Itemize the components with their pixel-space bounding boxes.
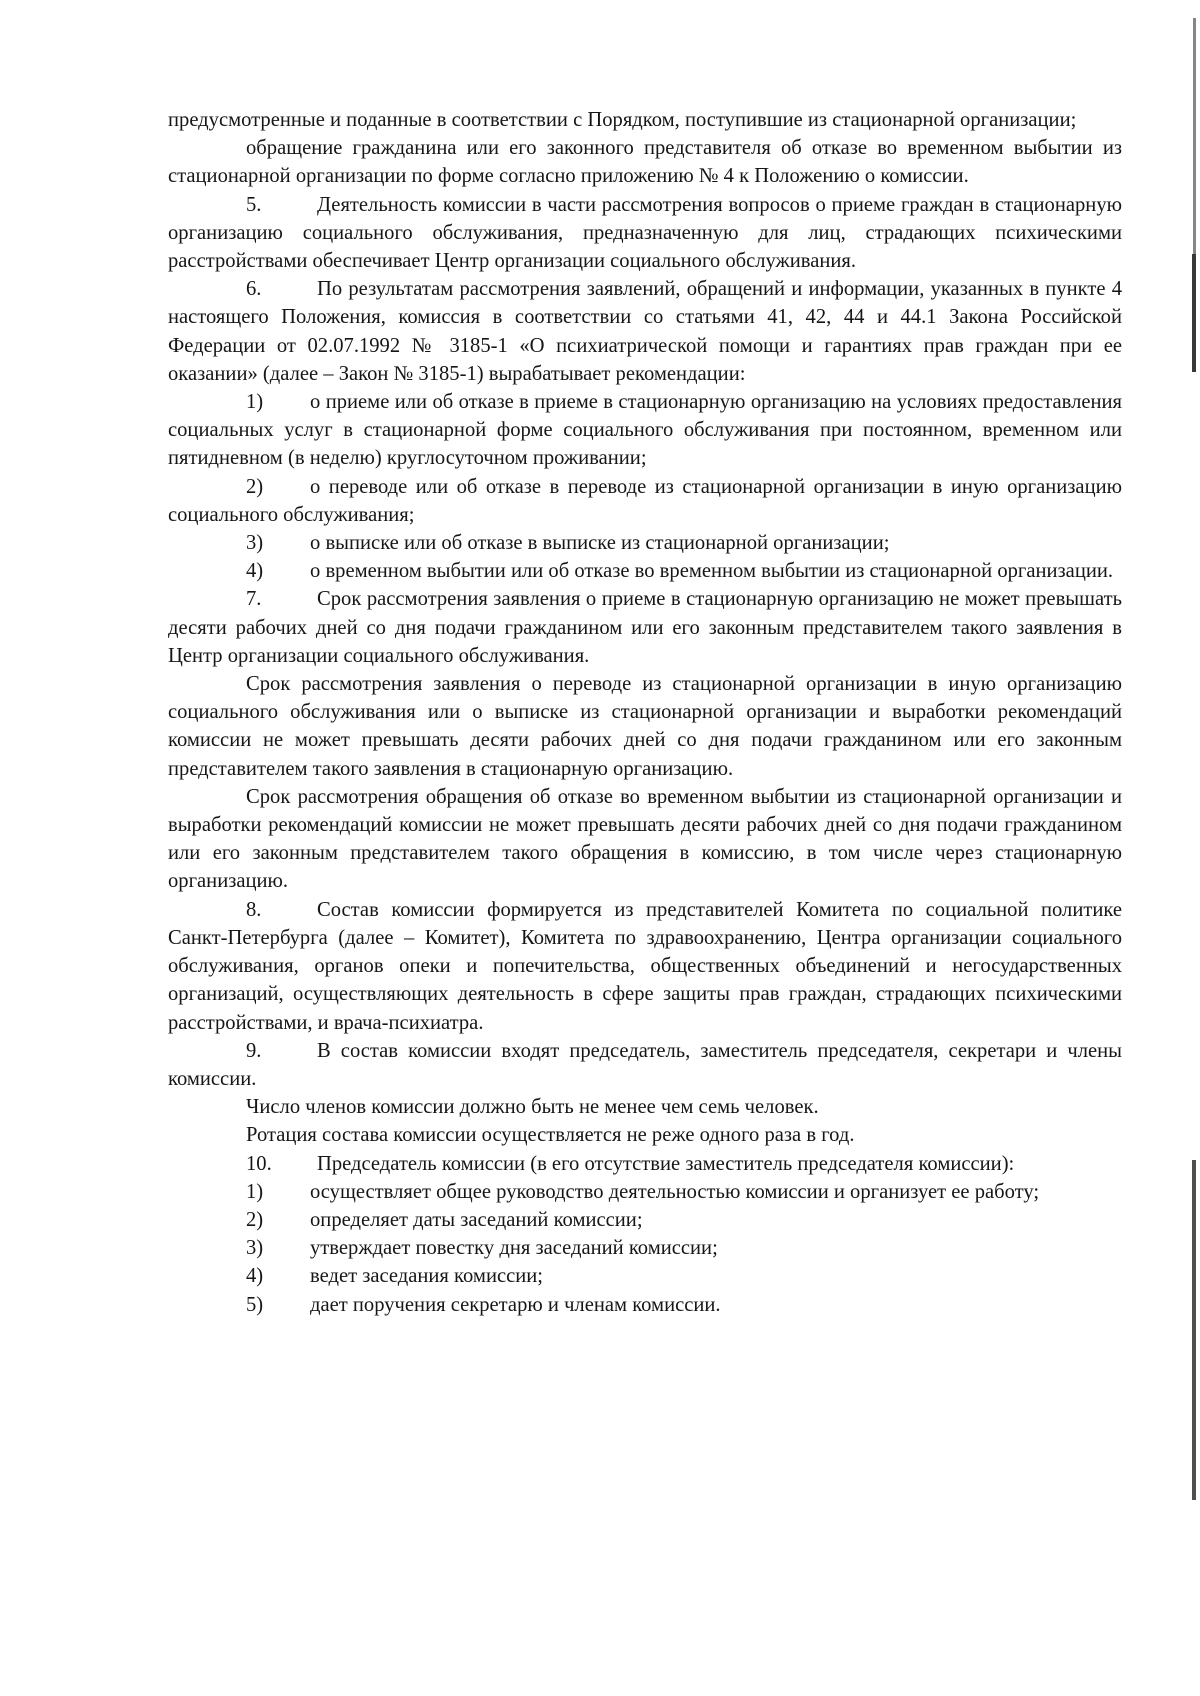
subclause-10-4: 4) ведет заседания комиссии; (168, 1262, 1122, 1290)
scan-edge-mark (1192, 1160, 1196, 1500)
paragraph: Срок рассмотрения заявления о переводе из стационарной организации в иную организацию социального обслуживания или о выписке из стационарной организации и выработки рекомендаций комиссии не может превышать десяти рабочих дней со дня подачи гражданином или его законным представителем такого заявления в стационарную организацию. (168, 673, 1122, 780)
clause-number: 9. (246, 1039, 262, 1062)
paragraph: Число членов комиссии должно быть не менее чем семь человек. (246, 1096, 819, 1119)
scan-edge-mark (1193, 18, 1196, 254)
subclause-10-2: 2) определяет даты заседаний комиссии; (168, 1206, 1122, 1234)
subclause-number: 1) (246, 1180, 264, 1203)
subclause-number: 2) (246, 1208, 264, 1231)
paragraph: обращение гражданина или его законного представителя об отказе во временном выбытии из стационарной организации по форме согласно приложению № 4 к Положению о комиссии. (168, 137, 1122, 188)
clause-number: 5. (246, 193, 262, 216)
scan-edge-mark (1192, 254, 1196, 372)
clause-6: 6. По результатам рассмотрения заявлений, обращений и информации, указанных в пункте 4 настоящего Положения, комиссия в соответствии со статьями 41, 42, 44 и 44.1 Закона Российской Федерации от 02.07.1992 № 3185-1 «О психиатрической помощи и гарантиях прав граждан при ее оказании» (далее – Закон № 3185-1) вырабатывает рекомендации: (168, 275, 1122, 388)
clause-number: 6. (246, 278, 262, 301)
clause-number: 10. (246, 1152, 272, 1175)
subclause-6-3: 3) о выписке или об отказе в выписке из стационарной организации; (168, 529, 1122, 557)
paragraph: предусмотренные и поданные в соответствии с Порядком, поступившие из стационарной организации; (168, 109, 1077, 131)
subclause-number: 4) (246, 1265, 264, 1288)
subclause-10-1: 1) осуществляет общее руководство деятельностью комиссии и организует ее работу; (168, 1178, 1122, 1206)
subclause-10-3: 3) утверждает повестку дня заседаний комиссии; (168, 1234, 1122, 1262)
subclause-number: 2) (246, 475, 264, 498)
clause-number: 7. (246, 588, 262, 611)
subclause-number: 4) (246, 560, 264, 583)
subclause-6-2: 2) о переводе или об отказе в переводе из стационарной организации в иную организацию социального обслуживания; (168, 473, 1122, 529)
subclause-number: 5) (246, 1293, 264, 1316)
clause-5: 5. Деятельность комиссии в части рассмотрения вопросов о приеме граждан в стационарную организацию социального обслуживания, предназначенную для лиц, страдающих психическими расстройствами обеспечивает Центр организации социального обслуживания. (168, 191, 1122, 276)
subclause-number: 3) (246, 1237, 264, 1260)
subclause-number: 3) (246, 532, 264, 555)
subclause-number: 1) (246, 391, 264, 414)
subclause-10-5: 5) дает поручения секретарю и членам комиссии. (168, 1291, 1122, 1319)
paragraph: Ротация состава комиссии осуществляется не реже одного раза в год. (246, 1124, 855, 1147)
paragraph: Срок рассмотрения обращения об отказе во временном выбытии из стационарной организации и выработки рекомендаций комиссии не может превышать десяти рабочих дней со дня подачи гражданином или его законным представителем такого обращения в комиссию, в том числе через стационарную организацию. (168, 785, 1122, 893)
clause-10: 10. Председатель комиссии (в его отсутствие заместитель председателя комиссии): (168, 1150, 1122, 1178)
subclause-6-4: 4) о временном выбытии или об отказе во временном выбытии из стационарной организации. (168, 557, 1122, 585)
clause-8: 8. Состав комиссии формируется из представителей Комитета по социальной политике Санкт-Петербурга (далее – Комитет), Комитета по здравоохранению, Центра организации социального обслуживания, органов опеки и попечительства, общественных объединений и негосударственных организаций, осуществляющих деятельность в сфере защиты прав граждан, страдающих психическими расстройствами, и врача-психиатра. (168, 896, 1122, 1037)
subclause-6-1: 1) о приеме или об отказе в приеме в стационарную организацию на условиях предоставления социальных услуг в стационарной форме социального обслуживания при постоянном, временном или пятидневном (в неделю) круглосуточном проживании; (168, 388, 1122, 473)
clause-7: 7. Срок рассмотрения заявления о приеме в стационарную организацию не может превышать десяти рабочих дней со дня подачи гражданином или его законным представителем такого заявления в Центр организации социального обслуживания. (168, 585, 1122, 670)
clause-9: 9. В состав комиссии входят председатель, заместитель председателя, секретари и члены комиссии. (168, 1037, 1122, 1093)
document-page (168, 106, 1122, 1319)
clause-number: 8. (246, 898, 262, 921)
